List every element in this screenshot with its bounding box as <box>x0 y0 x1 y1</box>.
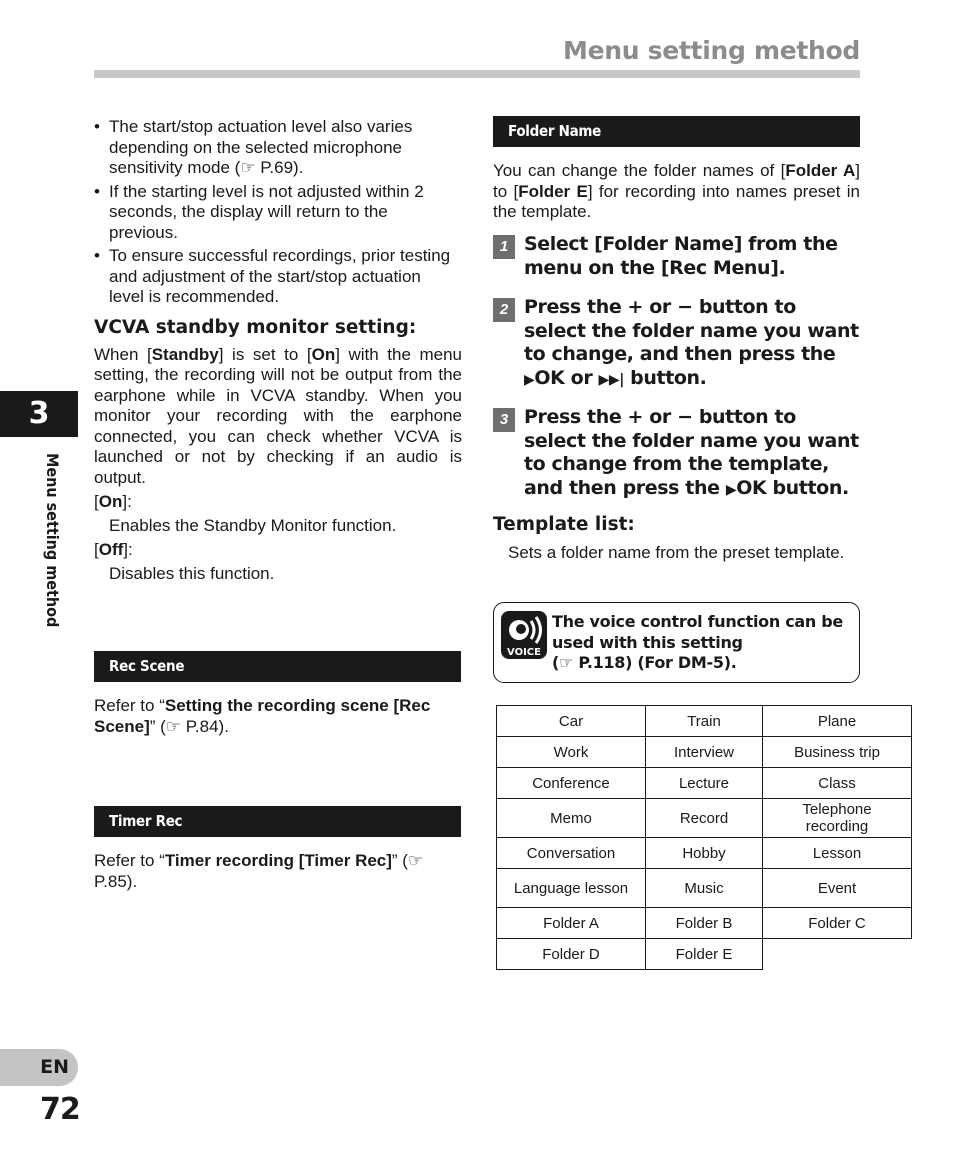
table-row: Conversation Hobby Lesson <box>497 838 912 869</box>
step-number: 1 <box>493 235 515 259</box>
timer-rec-reference: Refer to “Timer recording [Timer Rec]” (☞ P.85). <box>94 851 424 891</box>
list-item: • To ensure successful recordings, prior testing and adjustment of the start/stop actuation level is recommended. <box>94 246 454 308</box>
voice-icon <box>501 611 547 659</box>
notes-list <box>94 117 454 311</box>
folder-intro: You can change the folder names of [Folder A] to [Folder E] for recording into names preset in the template. <box>493 161 861 221</box>
vcva-section <box>94 318 462 584</box>
on-description: Enables the Standby Monitor function. <box>109 515 397 535</box>
template-section <box>493 515 860 563</box>
on-option: [On]: <box>94 492 132 511</box>
page-title: Menu setting method <box>563 36 860 65</box>
chapter-label: Menu setting method <box>43 453 62 628</box>
template-heading: Template list: <box>493 514 635 535</box>
folder-name-bar: Folder Name <box>493 116 860 147</box>
table-row: Car Train Plane <box>497 706 912 737</box>
play-triangle-icon: ▶ <box>524 371 535 388</box>
template-description: Sets a folder name from the preset template. <box>508 542 845 562</box>
table-row: Memo Record Telephone recording <box>497 799 912 838</box>
off-description: Disables this function. <box>109 563 275 583</box>
step-text: Press the + or − button to select the folder name you want to change, and then press the ▶OK or ▶▶| button. <box>524 296 859 389</box>
step-1 <box>493 233 860 280</box>
step-number: 3 <box>493 408 515 432</box>
step-2 <box>493 296 860 392</box>
language-badge: EN <box>0 1049 78 1086</box>
table-row: Conference Lecture Class <box>497 768 912 799</box>
template-table <box>496 705 912 970</box>
play-triangle-icon: ▶ <box>725 481 737 498</box>
table-row: Folder A Folder B Folder C <box>497 908 912 939</box>
off-option: [Off]: <box>94 540 133 559</box>
voice-note-text: The voice control function can be used with this setting (☞ P.118) (For DM-5). <box>552 612 843 672</box>
table-row: Language lesson Music Event <box>497 869 912 908</box>
svg-text:VOICE: VOICE <box>507 647 541 658</box>
step-text: Select [Folder Name] from the menu on the [Rec Menu]. <box>524 233 838 279</box>
rec-scene-reference: Refer to “Setting the recording scene [Rec Scene]” (☞ P.84). <box>94 696 431 736</box>
step-number: 2 <box>493 298 515 322</box>
voice-control-note <box>493 602 860 683</box>
chapter-tab: 3 <box>0 391 78 437</box>
table-row: Work Interview Business trip <box>497 737 912 768</box>
fast-forward-icon: ▶▶| <box>598 371 624 388</box>
timer-rec-bar: Timer Rec <box>94 806 461 837</box>
title-rule <box>94 70 860 78</box>
vcva-heading: VCVA standby monitor setting: <box>94 317 417 338</box>
vcva-paragraph: When [Standby] is set to [On] with the menu setting, the recording will not be output from the earphone while in VCVA standby. When you monitor your recording with the earphone connected, you can check whether VCVA is launched or not by checking if an audio is output. <box>94 344 462 487</box>
list-item: • The start/stop actuation level also varies depending on the selected microphone sensitivity mode (☞ P.69). <box>94 117 454 179</box>
step-3 <box>493 406 860 502</box>
step-text: Press the + or − button to select the folder name you want to change from the template, and then press the ▶OK button. <box>524 406 859 499</box>
page-number: 72 <box>40 1092 80 1127</box>
list-item: • If the starting level is not adjusted within 2 seconds, the display will return to the previous. <box>94 182 454 244</box>
table-row: Folder D Folder E <box>497 939 912 970</box>
rec-scene-bar: Rec Scene <box>94 651 461 682</box>
